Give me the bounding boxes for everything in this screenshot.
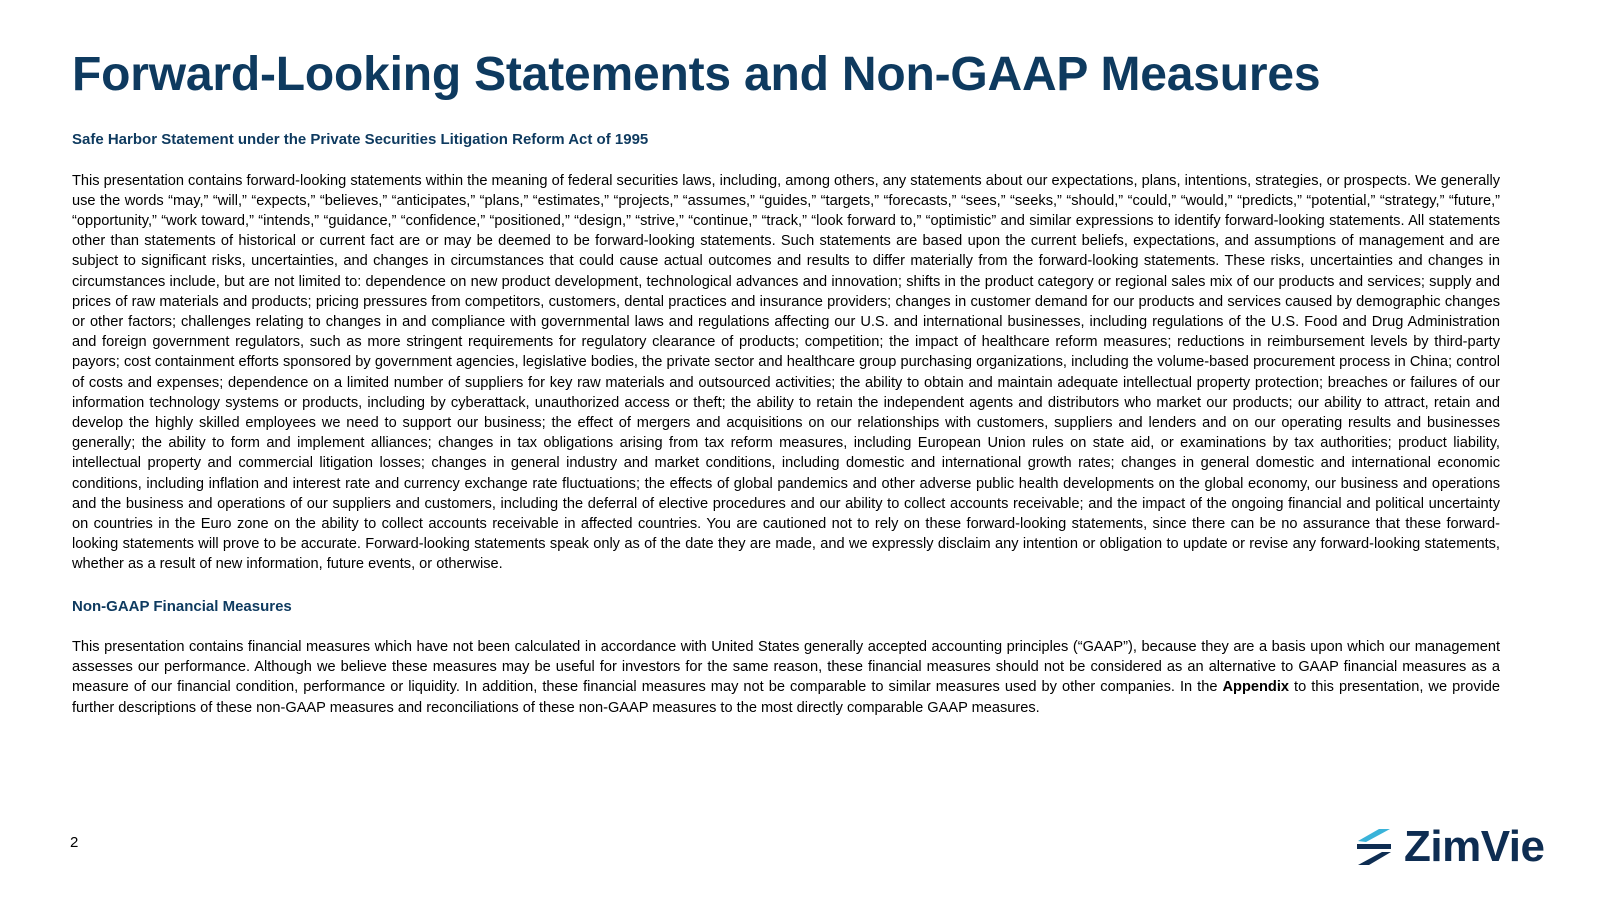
non-gaap-body <box>72 637 1500 718</box>
non-gaap-body-part1: This presentation contains financial measures which have not been calculated in accordance with United States generally accepted accounting principles (“GAAP”), because they are a basis upon which our management assesses our performance. Although we believe these measures may be useful for investors for the same reason, these financial measures should not be considered as an alternative to GAAP financial measures as a measure of our financial condition, performance or liquidity. In addition, these financial measures may not be comparable to similar measures used by other companies. In the <box>72 639 1500 696</box>
non-gaap-section <box>72 597 1500 718</box>
appendix-reference: Appendix <box>1222 679 1289 696</box>
company-logo <box>1352 822 1576 872</box>
non-gaap-heading: Non-GAAP Financial Measures <box>72 597 292 615</box>
zimvie-logo-mark-icon <box>1352 825 1396 869</box>
page-number: 2 <box>70 834 79 851</box>
slide-content <box>72 130 1500 740</box>
safe-harbor-heading: Safe Harbor Statement under the Private Securities Litigation Reform Act of 1995 <box>72 131 649 148</box>
safe-harbor-body: This presentation contains forward-looking statements within the meaning of federal securities laws, including, among others, any statements about our expectations, plans, intentions, strategies, or prospects. We generally use the words “may,” “will,” “expects,” “believes,” “anticipates,” “plans,” “estimates,” “projects,” “assumes,” “guides,” “targets,” “forecasts,” “sees,” “seeks,” “should,” “could,” “would,” “predicts,” “potential,” “strategy,” “future,” “opportunity,” “work toward,” “intends,” “guidance,” “confidence,” “positioned,” “design,” “strive,” “continue,” “track,” “look forward to,” “optimistic” and similar expressions to identify forward-looking statements. All statements other than statements of historical or current fact are or may be deemed to be forward-looking statements. Such statements are based upon the current beliefs, expectations, and assumptions of management and are subject to significant risks, uncertainties, and changes in circumstances that could cause actual outcomes and results to differ materially from the forward-looking statements. These risks, uncertainties and changes in circumstances include, but are not limited to: dependence on new product development, technological advances and innovation; shifts in the product category or regional sales mix of our products and services; supply and prices of raw materials and products; pricing pressures from competitors, customers, dental practices and insurance providers; changes in customer demand for our products and services caused by demographic changes or other factors; challenges relating to changes in and compliance with governmental laws and regulations affecting our U.S. and international businesses, including regulations of the U.S. Food and Drug Administration and foreign government regulators, such as more stringent requirements for regulatory clearance of products; competition; the impact of healthcare reform measures; reductions in reimbursement levels by third-party payors; cost containment efforts sponsored by government agencies, legislative bodies, the private sector and healthcare group purchasing organizations, including the volume-based procurement process in China; control of costs and expenses; dependence on a limited number of suppliers for key raw materials and outsourced activities; the ability to obtain and maintain adequate intellectual property protection; breaches or failures of our information technology systems or products, including by cyberattack, unauthorized access or theft; the ability to retain the independent agents and distributors who market our products; our ability to attract, retain and develop the highly skilled employees we need to support our business; the effect of mergers and acquisitions on our relationships with customers, suppliers and lenders and on our operating results and businesses generally; the ability to form and implement alliances; changes in tax obligations arising from tax reform measures, including European Union rules on state aid, or examinations by tax authorities; product liability, intellectual property and commercial litigation losses; changes in general industry and market conditions, including domestic and international growth rates; changes in general domestic and international economic conditions, including inflation and interest rate and currency exchange rate fluctuations; the effects of global pandemics and other adverse public health developments on the global economy, our business and operations and the business and operations of our suppliers and customers, including the deferral of elective procedures and our ability to collect accounts receivable; and the impact of the ongoing financial and political uncertainty on countries in the Euro zone on the ability to collect accounts receivable in affected countries. You are cautioned not to rely on these forward-looking statements, since there can be no assurance that these forward-looking statements will prove to be accurate. Forward-looking statements speak only as of the date they are made, and we expressly disclaim any intention or obligation to update or revise any forward-looking statements, whether as a result of new information, future events, or otherwise. <box>72 172 1500 573</box>
non-gaap-body-part2: to this presentation, we provide further descriptions of these non-GAAP measures and reconciliations of these non-GAAP measures to the most directly comparable GAAP measures. <box>72 679 1500 716</box>
page-title: Forward-Looking Statements and Non-GAAP Measures <box>72 48 1321 101</box>
logo-wordmark: ZimVie <box>1404 822 1545 871</box>
safe-harbor-section <box>72 130 1500 575</box>
